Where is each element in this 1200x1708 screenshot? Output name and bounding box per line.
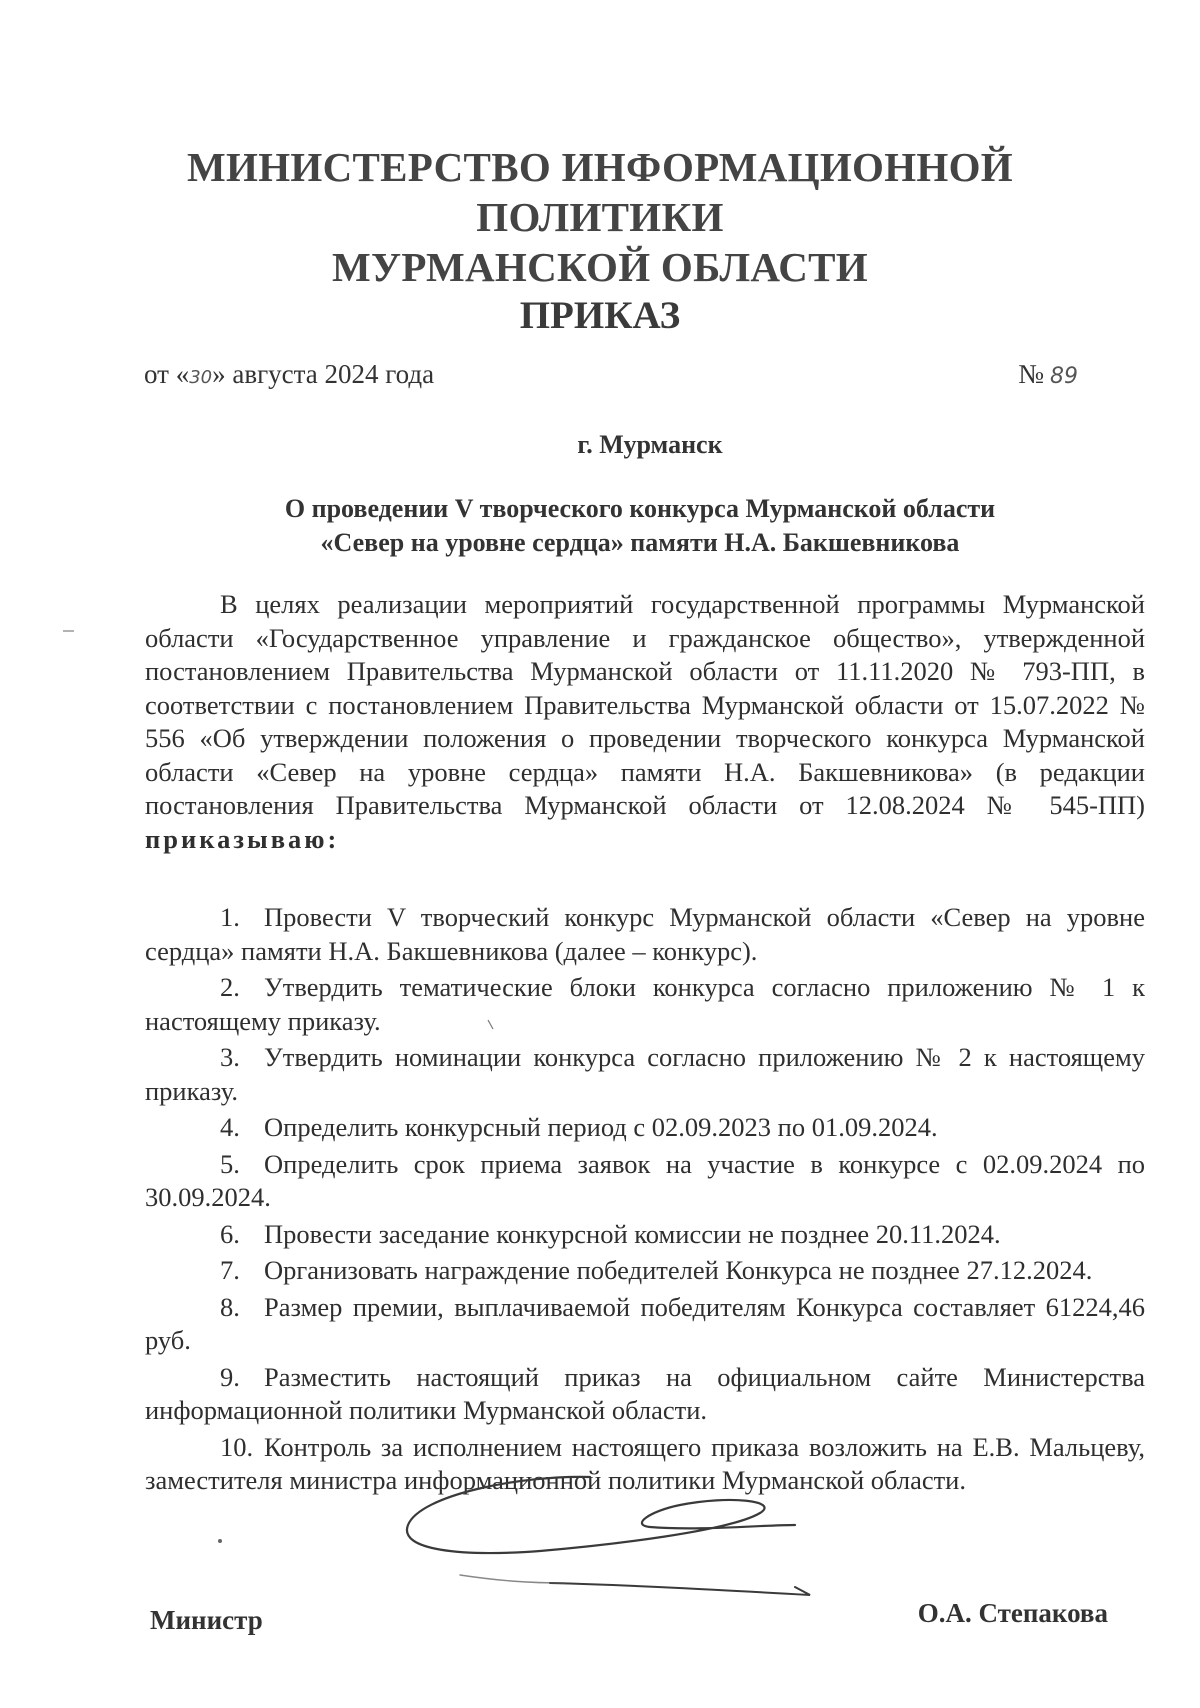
ministry-line-2: МУРМАНСКОЙ ОБЛАСТИ <box>332 244 868 290</box>
order-number <box>1018 359 1078 390</box>
subject-line-1: О проведении V творческого конкурса Мурманской области <box>284 494 996 523</box>
scan-speck-mark <box>62 628 76 634</box>
order-item-text: Определить срок приема заявок на участие в конкурсе с 02.09.2024 по 30.09.2024. <box>145 1148 1145 1212</box>
order-city: г. Мурманск <box>577 430 723 459</box>
order-item-text: Провести заседание конкурсной комиссии не позднее 20.11.2024. <box>264 1218 1001 1249</box>
date-day-handwritten: 30 <box>189 367 213 388</box>
ministry-line-1: МИНИСТЕРСТВО ИНФОРМАЦИОННОЙ ПОЛИТИКИ <box>187 144 1013 240</box>
signer-name: О.А. Степакова <box>917 1598 1108 1628</box>
order-item <box>145 901 1145 968</box>
order-item <box>145 971 1145 1038</box>
order-subject <box>130 492 1150 560</box>
order-item-text: Утвердить тематические блоки конкурса согласно приложению № 1 к настоящему приказу. <box>145 972 1145 1036</box>
preamble-emphasis: приказываю: <box>145 823 340 854</box>
order-item-number: 1. <box>220 902 240 932</box>
order-item <box>145 1148 1145 1215</box>
order-item-number: 9. <box>220 1361 240 1392</box>
scan-dot-mark <box>216 1538 224 1544</box>
order-item <box>145 1218 1145 1252</box>
order-item-text: Утвердить номинации конкурса согласно приложению № 2 к настоящему приказу. <box>145 1042 1145 1106</box>
handwritten-signature <box>400 1465 820 1610</box>
date-suffix: » августа 2024 года <box>212 359 435 389</box>
order-item-text: Провести V творческий конкурс Мурманской области «Север на уровне сердца» памяти Н.А. Бакшевникова (далее – конкурс). <box>145 902 1145 966</box>
order-item-number: 2. <box>220 972 240 1002</box>
order-item-number: 8. <box>220 1291 240 1322</box>
preamble-paragraph <box>145 588 1145 856</box>
order-item-text: Организовать награждение победителей Конкурса не позднее 27.12.2024. <box>264 1255 1093 1285</box>
order-item-text: Определить конкурсный период с 02.09.2023 по 01.09.2024. <box>264 1112 938 1142</box>
order-item-number: 7. <box>220 1255 240 1285</box>
subject-line-2: «Север на уровне сердца» памяти Н.А. Бакшевникова <box>320 528 960 557</box>
preamble-text: В целях реализации мероприятий государственной программы Мурманской области «Государственное управление и гражданское общество», утвержденной постановлением Правительства Мурманской области от 11.11.2020 № 793-ПП, в соответствии с постановлением Правительства Мурманской области от 15.07.2022 № 556 «Об утверждении положения о проведении творческого конкурса Мурманской области «Север на уровне сердца» памяти Н.А. Бакшевникова» (в редакции постановления Правительства Мурманской области от 12.08.2024 № 545-ПП) <box>145 589 1145 820</box>
order-item-number: 3. <box>220 1042 240 1072</box>
order-item <box>145 1291 1145 1358</box>
order-item-text: Контроль за исполнением настоящего приказа возложить на Е.В. Мальцеву, заместителя министра информационной политики Мурманской области. <box>145 1431 1145 1495</box>
order-item <box>145 1041 1145 1108</box>
order-item-number: 4. <box>220 1112 240 1142</box>
signer-role: Министр <box>150 1605 263 1635</box>
date-prefix: от « <box>144 359 190 389</box>
order-items-list <box>145 901 1145 1501</box>
preamble <box>145 588 1145 856</box>
order-item <box>145 1361 1145 1428</box>
order-item-number: 10. <box>220 1431 254 1462</box>
order-item <box>145 1111 1145 1145</box>
scan-pen-tick-mark <box>486 1018 496 1032</box>
order-item-number: 6. <box>220 1218 240 1249</box>
number-value-handwritten: 89 <box>1050 364 1078 389</box>
order-item-text: Разместить настоящий приказ на официальном сайте Министерства информационной политики Мурманской области. <box>145 1361 1145 1425</box>
number-prefix: № <box>1018 359 1044 389</box>
ministry-header <box>100 142 1100 292</box>
order-item-text: Размер премии, выплачиваемой победителям Конкурса составляет 61224,46 руб. <box>145 1291 1145 1355</box>
order-item-number: 5. <box>220 1148 240 1179</box>
order-date <box>144 359 434 390</box>
document-type: ПРИКАЗ <box>519 294 681 337</box>
order-item <box>145 1254 1145 1288</box>
